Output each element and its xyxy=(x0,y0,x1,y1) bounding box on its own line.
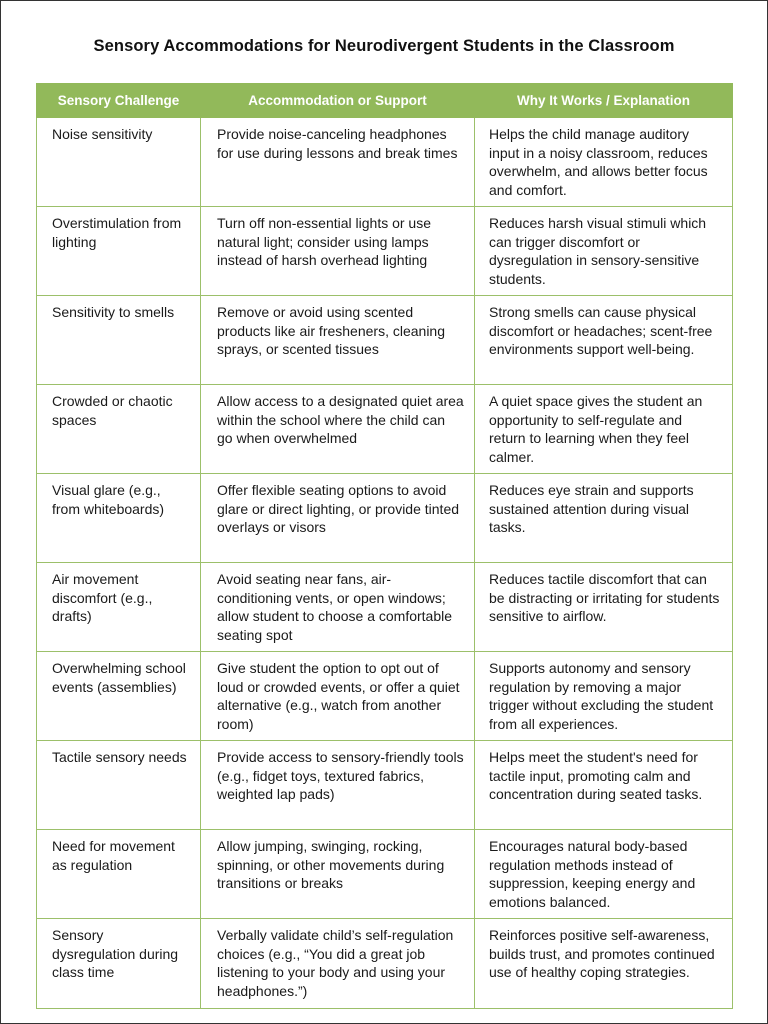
accommodation-cell: Offer flexible seating options to avoid glare or direct lighting, or provide tinted overlays or visors xyxy=(201,474,475,563)
explanation-cell: Reduces harsh visual stimuli which can trigger discomfort or dysregulation in sensory-sensitive students. xyxy=(475,207,733,296)
table-header-row xyxy=(37,84,733,118)
accommodations-table xyxy=(36,83,733,1009)
challenge-cell: Air movement discomfort (e.g., drafts) xyxy=(37,563,201,652)
accommodation-cell: Remove or avoid using scented products like air fresheners, cleaning sprays, or scented tissues xyxy=(201,296,475,385)
header-explanation: Why It Works / Explanation xyxy=(475,84,733,118)
page-title: Sensory Accommodations for Neurodivergent Students in the Classroom xyxy=(93,37,675,55)
header-sensory-challenge: Sensory Challenge xyxy=(37,84,201,118)
challenge-cell: Crowded or chaotic spaces xyxy=(37,385,201,474)
challenge-cell: Need for movement as regulation xyxy=(37,830,201,919)
explanation-cell: Reduces eye strain and supports sustained attention during visual tasks. xyxy=(475,474,733,563)
table-row xyxy=(37,563,733,652)
explanation-cell: Strong smells can cause physical discomfort or headaches; scent-free environments support well-being. xyxy=(475,296,733,385)
challenge-cell: Sensory dysregulation during class time xyxy=(37,919,201,1009)
accommodation-cell: Provide access to sensory-friendly tools (e.g., fidget toys, textured fabrics, weighted lap pads) xyxy=(201,741,475,830)
explanation-cell: Reinforces positive self-awareness, builds trust, and promotes continued use of healthy coping strategies. xyxy=(475,919,733,1009)
accommodation-cell: Give student the option to opt out of loud or crowded events, or offer a quiet alternative (e.g., watch from another room) xyxy=(201,652,475,741)
table-row xyxy=(37,919,733,1009)
table-row xyxy=(37,207,733,296)
explanation-cell: A quiet space gives the student an opportunity to self-regulate and return to learning when they feel calmer. xyxy=(475,385,733,474)
table-row xyxy=(37,741,733,830)
explanation-cell: Helps the child manage auditory input in a noisy classroom, reduces overwhelm, and allows better focus and comfort. xyxy=(475,118,733,207)
challenge-cell: Visual glare (e.g., from whiteboards) xyxy=(37,474,201,563)
accommodation-cell: Allow access to a designated quiet area within the school where the child can go when overwhelmed xyxy=(201,385,475,474)
header-accommodation: Accommodation or Support xyxy=(201,84,475,118)
challenge-cell: Overwhelming school events (assemblies) xyxy=(37,652,201,741)
table-row xyxy=(37,652,733,741)
accommodation-cell: Allow jumping, swinging, rocking, spinning, or other movements during transitions or breaks xyxy=(201,830,475,919)
accommodation-cell: Verbally validate child’s self-regulation choices (e.g., “You did a great job listening to your body and using your headphones.”) xyxy=(201,919,475,1009)
challenge-cell: Sensitivity to smells xyxy=(37,296,201,385)
challenge-cell: Noise sensitivity xyxy=(37,118,201,207)
explanation-cell: Supports autonomy and sensory regulation by removing a major trigger without excluding the student from all experiences. xyxy=(475,652,733,741)
table-row xyxy=(37,118,733,207)
challenge-cell: Overstimulation from lighting xyxy=(37,207,201,296)
table-row xyxy=(37,474,733,563)
explanation-cell: Helps meet the student's need for tactile input, promoting calm and concentration during seated tasks. xyxy=(475,741,733,830)
table-row xyxy=(37,830,733,919)
accommodation-cell: Avoid seating near fans, air-conditioning vents, or open windows; allow student to choose a comfortable seating spot xyxy=(201,563,475,652)
accommodation-cell: Provide noise-canceling headphones for use during lessons and break times xyxy=(201,118,475,207)
explanation-cell: Reduces tactile discomfort that can be distracting or irritating for students sensitive to airflow. xyxy=(475,563,733,652)
challenge-cell: Tactile sensory needs xyxy=(37,741,201,830)
table-row xyxy=(37,296,733,385)
accommodation-cell: Turn off non-essential lights or use natural light; consider using lamps instead of harsh overhead lighting xyxy=(201,207,475,296)
explanation-cell: Encourages natural body-based regulation methods instead of suppression, keeping energy and emotions balanced. xyxy=(475,830,733,919)
table-row xyxy=(37,385,733,474)
